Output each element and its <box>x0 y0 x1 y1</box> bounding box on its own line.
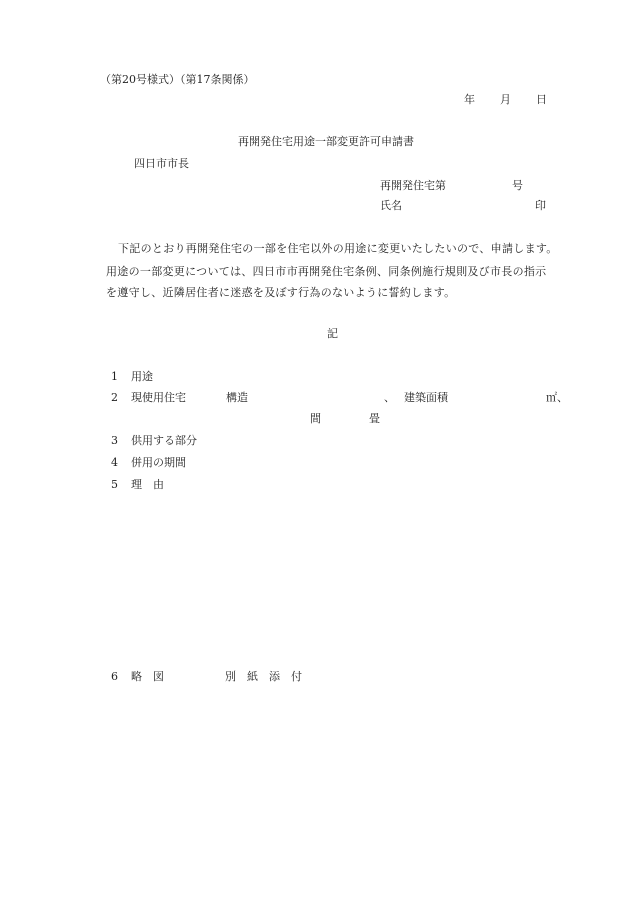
item-1-label: 用途 <box>131 370 153 383</box>
comma-separator: 、 <box>384 391 395 404</box>
tatami-label: 畳 <box>369 412 380 425</box>
number-suffix-label: 号 <box>512 179 523 192</box>
document-title: 再開発住宅用途一部変更許可申請書 <box>238 135 414 148</box>
housing-number-label: 再開発住宅第 <box>380 179 446 192</box>
building-area-label: 建築面積 <box>404 391 448 404</box>
area-unit: ㎡、 <box>546 391 568 404</box>
ki-heading: 記 <box>327 327 338 340</box>
date-day-label: 日 <box>536 93 547 106</box>
name-label: 氏名 <box>380 199 402 212</box>
body-line-1: 下記のとおり再開発住宅の一部を住宅以外の用途に変更いたしたいので、申請します。 <box>118 242 558 255</box>
body-line-3: を遵守し、近隣居住者に迷惑を及ぼす行為のないように誓約します。 <box>106 286 456 299</box>
item-4-label: 併用の期間 <box>131 456 186 469</box>
item-1-number: 1 <box>111 370 118 383</box>
seal-mark: 印 <box>535 199 546 212</box>
item-3-number: 3 <box>111 434 118 447</box>
date-month-label: 月 <box>500 93 511 106</box>
form-number: （第20号様式）（第17条関係） <box>100 73 255 86</box>
rooms-label: 間 <box>310 412 321 425</box>
item-5-label: 理 由 <box>131 478 164 491</box>
item-6-label: 略 図 <box>131 670 164 683</box>
item-2-number: 2 <box>111 391 118 404</box>
attachment-note: 別 紙 添 付 <box>225 670 302 683</box>
addressee: 四日市市長 <box>134 157 189 170</box>
item-5-number: 5 <box>111 478 118 491</box>
item-3-label: 供用する部分 <box>131 434 197 447</box>
date-year-label: 年 <box>464 93 475 106</box>
item-4-number: 4 <box>111 456 118 469</box>
structure-label: 構造 <box>226 391 248 404</box>
item-6-number: 6 <box>111 670 118 683</box>
item-2-label: 現使用住宅 <box>131 391 186 404</box>
body-line-2: 用途の一部変更については、四日市市再開発住宅条例、同条例施行規則及び市長の指示 <box>106 265 547 278</box>
